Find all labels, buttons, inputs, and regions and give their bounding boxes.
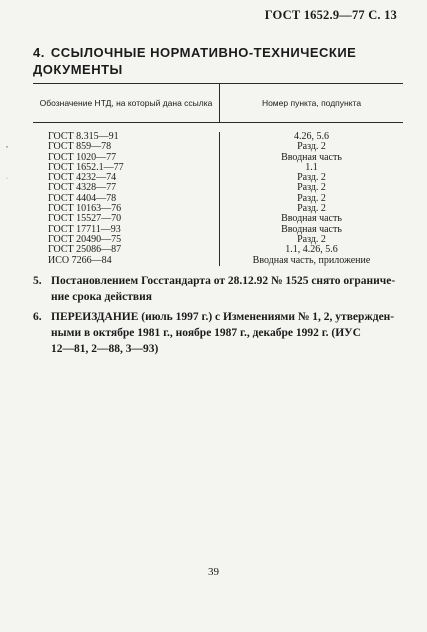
table-cell-doc: ГОСТ 20490—75: [48, 233, 122, 245]
table-cell-doc: ИСО 7266—84: [48, 254, 112, 266]
header-document-designation: Обозначение НТД, на который дана ссылка: [33, 84, 220, 122]
scan-speck: ,: [6, 140, 8, 149]
table-cell-clause: Вводная часть: [281, 223, 342, 235]
table-cell-clause: Разд. 2: [297, 203, 326, 215]
table-cell-clause: Вводная часть: [281, 213, 342, 225]
table-cell-doc: ГОСТ 25086—87: [48, 244, 122, 256]
table-cell-clause: Разд. 2: [297, 233, 326, 245]
table-cell-doc: ГОСТ 4232—74: [48, 172, 117, 184]
section-6-paragraph: [33, 309, 405, 357]
table-cell-doc: ГОСТ 859—78: [48, 141, 112, 153]
table-body: [33, 123, 403, 266]
section-6-line-2: ными в октябре 1981 г., ноябре 1987 г., декабре 1992 г. (ИУС: [51, 327, 361, 339]
references-table: [33, 83, 403, 266]
table-cell-doc: ГОСТ 4328—77: [48, 182, 117, 194]
table-cell-clause: Вводная часть: [281, 151, 342, 163]
table-cell-doc: ГОСТ 1020—77: [48, 151, 117, 163]
section-5-line-2: ние срока действия: [51, 291, 152, 303]
running-header: ГОСТ 1652.9—77 С. 13: [264, 8, 397, 22]
table-cell-clause: Разд. 2: [297, 192, 326, 204]
section-6-number: 6.: [33, 311, 42, 323]
table-cell-clause: 4.26, 5.6: [294, 131, 329, 142]
scan-speck: ·: [6, 176, 8, 182]
section-5-number: 5.: [33, 275, 42, 287]
section-5-paragraph: [33, 273, 405, 305]
section-4-heading: ССЫЛОЧНЫЕ НОРМАТИВНО-ТЕХНИЧЕСКИЕ ДОКУМЕНТЫ: [33, 45, 357, 77]
table-cell-doc: ГОСТ 17711—93: [48, 223, 121, 235]
table-cell-clause: Разд. 2: [297, 172, 326, 184]
section-6-line-1: ПЕРЕИЗДАНИЕ (июль 1997 г.) с Изменениями № 1, 2, утвержден-: [51, 311, 395, 323]
table-cell-doc: ГОСТ 8.315—91: [48, 131, 119, 142]
table-cell-doc: ГОСТ 1652.1—77: [48, 161, 124, 173]
table-cell-clause: Вводная часть, приложение: [252, 254, 371, 266]
table-cell-clause: Разд. 2: [297, 182, 326, 194]
table-cell-clause: 1.1: [305, 161, 318, 173]
header-clause-number: Номер пункта, подпункта: [261, 98, 362, 108]
table-cell-clause: 1.1, 4.26, 5.6: [285, 244, 338, 256]
page-number: 39: [208, 566, 219, 578]
section-4-number: 4.: [33, 45, 45, 60]
table-cell-doc: ГОСТ 15527—70: [48, 213, 122, 225]
table-cell-clause: Разд. 2: [297, 141, 326, 153]
clause-column: [220, 132, 403, 266]
table-cell-doc: ГОСТ 10163—76: [48, 203, 122, 215]
table-header-row: [33, 84, 403, 122]
section-4-title: [33, 44, 403, 78]
table-cell-doc: ГОСТ 4404—78: [48, 192, 117, 204]
document-column: [33, 132, 220, 266]
section-5-line-1: Постановлением Госстандарта от 28.12.92 № 1525 снято ограниче-: [51, 275, 396, 287]
section-6-line-3: 12—81, 2—88, 3—93): [51, 343, 159, 355]
